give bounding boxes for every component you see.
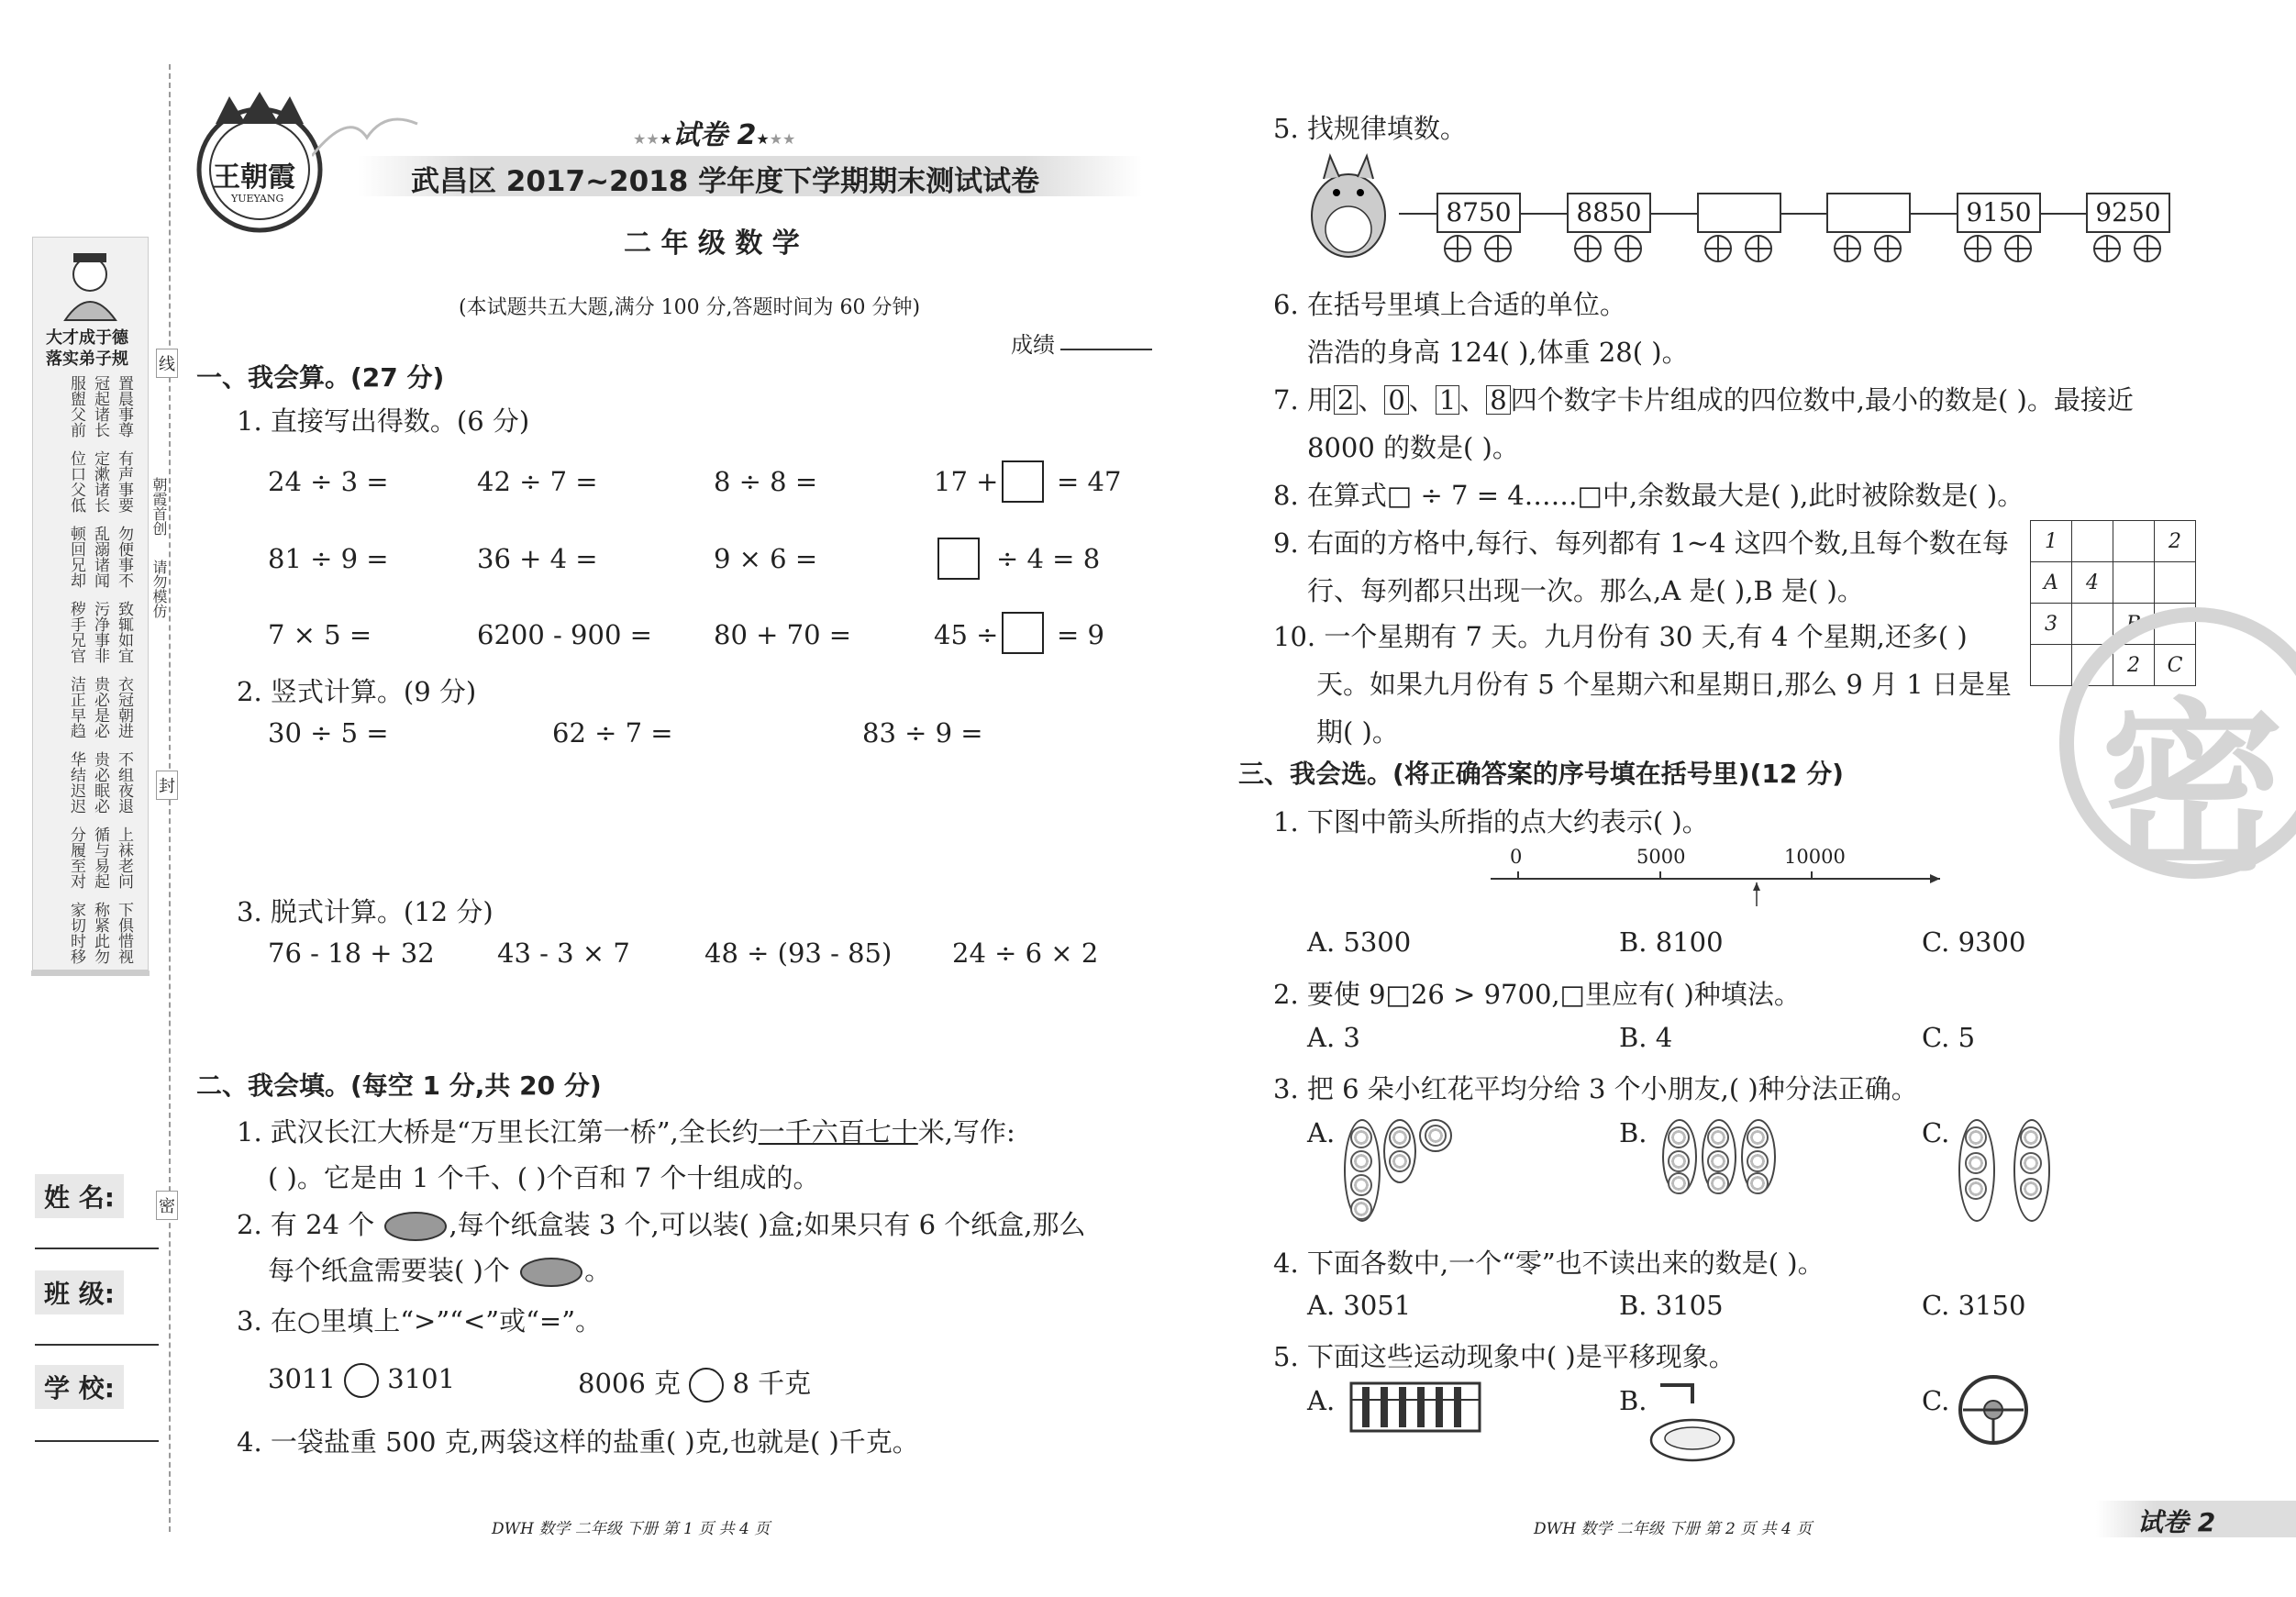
s2-q7-text: 7. 用 xyxy=(1273,384,1334,416)
label-feng: 封 xyxy=(156,771,178,800)
sidebar-divider xyxy=(31,970,150,976)
grid-cell: 3 xyxy=(2031,604,2072,645)
calc-item: 81 ÷ 9 = xyxy=(268,543,389,574)
motto-column: 乱溺诸闻 xyxy=(91,526,109,588)
s2-q2-text2: ,每个纸盒装 3 个,可以装( )盒;如果只有 6 个纸盒,那么 xyxy=(449,1209,1086,1240)
tick-label: 0 xyxy=(1510,846,1523,868)
answer-box[interactable] xyxy=(937,538,980,580)
watermark-char: 密 xyxy=(2101,681,2285,896)
s2-q4: 4. 一袋盐重 500 克,两袋这样的盐重( )克,也就是( )千克。 xyxy=(237,1426,919,1458)
s2-q3-compare1 xyxy=(268,1363,455,1398)
s1-q3-title: 3. 脱式计算。(12 分) xyxy=(237,896,494,927)
compare-left: 3011 xyxy=(268,1363,336,1394)
section1-title: 一、我会算。(27 分) xyxy=(196,362,445,393)
calc-item: 80 + 70 = xyxy=(714,619,852,650)
s2-q3: 3. 在○里填上“>”“<”或“=”。 xyxy=(237,1305,603,1336)
wheel-icon xyxy=(1574,235,1602,262)
motto-column: 贵必是必 xyxy=(91,676,109,738)
s2-q1-line2: ( )。它是由 1 个千、( )个百和 7 个十组成的。 xyxy=(268,1162,820,1193)
grid-cell: A xyxy=(2031,562,2072,604)
flower-icon xyxy=(1350,1198,1372,1220)
class-label: 班 级: xyxy=(35,1270,124,1314)
s2-q2-text: 2. 有 24 个 xyxy=(237,1209,375,1240)
option[interactable]: C. 3150 xyxy=(1922,1290,2026,1321)
flower-icon xyxy=(1747,1172,1769,1194)
s2-q6: 6. 在括号里填上合适的单位。 xyxy=(1273,289,1626,320)
name-label: 姓 名: xyxy=(35,1174,124,1218)
s2-q2-text3: 每个纸盒需要装( )个 xyxy=(268,1255,510,1286)
calc-item: 42 ÷ 7 = xyxy=(477,466,598,497)
flower-icon xyxy=(1350,1174,1372,1196)
compare-left: 8006 克 xyxy=(578,1368,682,1399)
answer-box[interactable] xyxy=(1002,460,1044,503)
option[interactable]: C. xyxy=(1922,1117,1950,1148)
s2-q9-line2: 行、每列都只出现一次。那么,A 是( ),B 是( )。 xyxy=(1307,575,1864,606)
s2-q6-line2: 浩浩的身高 124( ),体重 28( )。 xyxy=(1307,337,1689,368)
step-calc: 24 ÷ 6 × 2 xyxy=(952,937,1099,969)
wheel-icon xyxy=(2093,235,2121,262)
s2-q2-line2 xyxy=(268,1250,611,1289)
s3-q5: 5. 下面这些运动现象中( )是平移现象。 xyxy=(1273,1341,1736,1372)
score-label: 成绩 xyxy=(1011,332,1055,358)
s1-q1-title: 1. 直接写出得数。(6 分) xyxy=(237,405,530,437)
s2-q3-compare2 xyxy=(578,1363,811,1403)
flower-icon xyxy=(1707,1126,1729,1148)
s2-q5: 5. 找规律填数。 xyxy=(1273,113,1467,144)
flower-icon xyxy=(1965,1152,1987,1174)
vertical-calc: 83 ÷ 9 = xyxy=(862,717,983,749)
train-car[interactable] xyxy=(1826,193,1911,233)
sidebar-panel xyxy=(32,237,149,970)
school-field[interactable] xyxy=(35,1440,159,1442)
motto-column: 循与易起 xyxy=(91,826,109,889)
logo-text: 王朝霞 xyxy=(213,161,295,194)
footer-left: DWH 数学 二年级 下册 第 1 页 共 4 页 xyxy=(492,1520,771,1538)
grid-cell: 2 xyxy=(2155,521,2196,562)
option[interactable]: A. 3 xyxy=(1307,1022,1360,1053)
steering-wheel-icon xyxy=(1952,1369,2044,1451)
option[interactable]: A. 3051 xyxy=(1307,1290,1412,1321)
option[interactable]: B. xyxy=(1619,1385,1647,1416)
flower-icon xyxy=(1707,1150,1729,1172)
compare-right: 8 千克 xyxy=(732,1368,812,1399)
sidebar-slogan-2: 落实弟子规 xyxy=(46,349,128,369)
s3-q1: 1. 下图中箭头所指的点大约表示( )。 xyxy=(1273,806,1709,837)
number-line xyxy=(1486,853,1963,908)
vertical-calc: 30 ÷ 5 = xyxy=(268,717,389,749)
compare-circle[interactable] xyxy=(689,1368,724,1403)
flower-icon xyxy=(1668,1172,1690,1194)
footer-tag: 试卷 2 xyxy=(2137,1507,2216,1537)
s3-q3: 3. 把 6 朵小红花平均分给 3 个小朋友,( )种分法正确。 xyxy=(1273,1073,1918,1104)
motto-column: 置晨事尊 xyxy=(115,375,133,438)
star-icon: ★★ xyxy=(633,130,660,148)
motto-column: 家切时移 xyxy=(67,902,85,964)
s2-q1-text: 1. 武汉长江大桥是“万里长江第一桥”,全长约 xyxy=(237,1116,759,1148)
s2-q7: 7. 用 2 、 0 、 1 、 8 四个数字卡片组成的四位数中,最小的数是( )。最接近 xyxy=(1273,384,2134,416)
train-link xyxy=(1521,213,1567,215)
motto-column: 位口父低 xyxy=(67,450,85,513)
faucet-sink-icon xyxy=(1642,1376,1743,1468)
digit-card: 1 xyxy=(1436,385,1459,415)
option[interactable]: C. 5 xyxy=(1922,1022,1976,1053)
motto-column: 致辄如宜 xyxy=(115,601,133,663)
calc-item: 24 ÷ 3 = xyxy=(268,466,389,497)
motto-column: 下俱惜视 xyxy=(115,902,133,964)
flower-icon xyxy=(1965,1126,1987,1148)
answer-box[interactable] xyxy=(1002,612,1044,654)
train-car[interactable] xyxy=(1697,193,1781,233)
grid-cell: B xyxy=(2113,604,2155,645)
s3-q2: 2. 要使 9□26 > 9700,□里应有( )种填法。 xyxy=(1273,979,1801,1010)
motto-column: 不组夜退 xyxy=(115,751,133,814)
vertical-calc: 62 ÷ 7 = xyxy=(552,717,673,749)
school-label: 学 校: xyxy=(35,1365,124,1409)
option[interactable]: A. xyxy=(1307,1117,1336,1148)
s2-q2 xyxy=(237,1204,1086,1243)
motto-column: 冠起诸长 xyxy=(91,375,109,438)
motto-column: 定漱诸长 xyxy=(91,450,109,513)
train-link xyxy=(1651,213,1697,215)
motto-column: 有声事要 xyxy=(115,450,133,513)
motto-column: 分履至对 xyxy=(67,826,85,889)
calc-item: 6200 - 900 = xyxy=(477,619,652,650)
grid-cell: C xyxy=(2155,645,2196,686)
wheel-icon xyxy=(1874,235,1902,262)
s2-q8: 8. 在算式□ ÷ 7 = 4……□中,余数最大是( ),此时被除数是( )。 xyxy=(1273,480,2024,511)
s2-q9: 9. 右面的方格中,每行、每列都有 1~4 这四个数,且每个数在每 xyxy=(1273,527,2009,559)
scholar-figure xyxy=(33,242,148,325)
s2-q1-underlined: 一千六百七十 xyxy=(758,1116,918,1148)
calc-item: 45 ÷ xyxy=(934,619,999,650)
calc-item: 36 + 4 = xyxy=(477,543,598,574)
calc-item: 7 × 5 = xyxy=(268,619,372,650)
grid-cell: 1 xyxy=(2031,521,2072,562)
paper-badge-text: 试卷 2 xyxy=(672,119,757,151)
score-field[interactable] xyxy=(1060,349,1152,350)
flower-icon xyxy=(1707,1172,1729,1194)
flower-icon xyxy=(1425,1125,1447,1147)
section2-title: 二、我会填。(每空 1 分,共 20 分) xyxy=(196,1070,602,1101)
motto-column: 华结迟迟 xyxy=(67,751,85,814)
wheel-icon xyxy=(1834,235,1861,262)
tick-label: 5000 xyxy=(1636,846,1686,868)
motto-column: 洁正早趋 xyxy=(67,676,85,738)
s2-q1 xyxy=(237,1112,1015,1149)
compare-circle[interactable] xyxy=(344,1363,379,1398)
logo-subtext: YUEYANG xyxy=(231,193,284,205)
motto-column: 顿回兄却 xyxy=(67,526,85,588)
flower-icon xyxy=(1389,1150,1411,1172)
wheel-icon xyxy=(1964,235,1991,262)
motto-column: 贵必眠必 xyxy=(91,751,109,814)
s2-q2-text4: 。 xyxy=(584,1255,612,1286)
wheel-icon xyxy=(1745,235,1772,262)
wheel-icon xyxy=(2134,235,2161,262)
train-car: 8850 xyxy=(1567,193,1651,233)
name-field[interactable] xyxy=(35,1248,159,1249)
label-no-copy: 请勿模仿 xyxy=(150,560,168,618)
calc-item: 17 + xyxy=(934,466,999,497)
s2-q7-text2: 四个数字卡片组成的四位数中,最小的数是( )。最接近 xyxy=(1510,384,2134,416)
compare-right: 3101 xyxy=(387,1363,456,1394)
s2-q10: 10. 一个星期有 7 天。九月份有 30 天,有 4 个星期,还多( ) xyxy=(1273,621,1968,652)
wheel-icon xyxy=(1484,235,1512,262)
motto-column: 秽手兄官 xyxy=(67,601,85,663)
option[interactable]: B. xyxy=(1619,1117,1647,1148)
motto-column: 上袜老问 xyxy=(115,826,133,889)
step-calc: 76 - 18 + 32 xyxy=(268,937,435,969)
grid-cell xyxy=(2072,521,2113,562)
option[interactable]: C. 9300 xyxy=(1922,926,2026,958)
train-link xyxy=(1911,213,1957,215)
exam-note: (本试题共五大题,满分 100 分,答题时间为 60 分钟) xyxy=(459,296,921,319)
mango-icon xyxy=(518,1256,584,1289)
exam-title: 武昌区 2017~2018 学年度下学期期末测试试卷 xyxy=(411,165,1040,198)
calc-item: 9 × 6 = xyxy=(714,543,818,574)
calc-item: = 47 xyxy=(1057,466,1122,497)
motto-column: 衣冠朝进 xyxy=(115,676,133,738)
exam-subject: 二 年 级 数 学 xyxy=(624,227,800,260)
s2-q7-line2: 8000 的数是( )。 xyxy=(1307,432,1519,463)
label-original: 朝霞首创 xyxy=(150,477,168,536)
abacus-icon xyxy=(1344,1376,1491,1442)
calc-item: ÷ 4 = 8 xyxy=(996,543,1101,574)
option[interactable]: C. xyxy=(1922,1385,1950,1416)
option[interactable]: A. xyxy=(1307,1385,1336,1416)
flower-icon xyxy=(1668,1150,1690,1172)
step-calc: 48 ÷ (93 - 85) xyxy=(704,937,893,969)
calc-item: 8 ÷ 8 = xyxy=(714,466,818,497)
flower-icon xyxy=(1965,1178,1987,1200)
s2-q10-line3: 期( )。 xyxy=(1316,716,1399,748)
paper-badge: ★★★试卷 2★★★ xyxy=(633,119,796,151)
label-xian: 线 xyxy=(156,349,178,378)
flower-icon xyxy=(1747,1126,1769,1148)
section3-title: 三、我会选。(将正确答案的序号填在括号里)(12 分) xyxy=(1238,759,1844,789)
label-mi: 密 xyxy=(156,1191,178,1220)
train-link xyxy=(1399,213,1437,215)
s2-q10-line2: 天。如果九月份有 5 个星期六和星期日,那么 9 月 1 日是星 xyxy=(1316,669,2012,700)
mango-icon xyxy=(383,1210,449,1243)
s2-q1-text2: 米,写作: xyxy=(917,1116,1015,1148)
grid-cell: 2 xyxy=(2113,645,2155,686)
digit-card: 2 xyxy=(1334,385,1358,415)
flower-icon xyxy=(2020,1126,2042,1148)
grid-cell xyxy=(2113,521,2155,562)
calc-item: = 9 xyxy=(1057,619,1104,650)
option[interactable]: B. 3105 xyxy=(1619,1290,1724,1321)
motto-column: 勿便事不 xyxy=(115,526,133,588)
option[interactable]: B. 8100 xyxy=(1619,926,1724,958)
train-car: 9150 xyxy=(1957,193,2041,233)
step-calc: 43 - 3 × 7 xyxy=(497,937,630,969)
flower-icon xyxy=(1350,1150,1372,1172)
s1-q2-title: 2. 竖式计算。(9 分) xyxy=(237,676,477,707)
flower-icon xyxy=(2020,1178,2042,1200)
grid-cell xyxy=(2113,562,2155,604)
motto-column: 服盥父前 xyxy=(67,375,85,438)
flower-icon xyxy=(1389,1126,1411,1148)
grid-cell: 4 xyxy=(2072,562,2113,604)
footer-right: DWH 数学 二年级 下册 第 2 页 共 4 页 xyxy=(1534,1520,1813,1538)
option[interactable]: B. 4 xyxy=(1619,1022,1673,1053)
wheel-icon xyxy=(2004,235,2032,262)
train-link xyxy=(1781,213,1827,215)
train-link xyxy=(2041,213,2087,215)
motto-column: 污净事非 xyxy=(91,601,109,663)
class-field[interactable] xyxy=(35,1344,159,1346)
flower-icon xyxy=(2020,1152,2042,1174)
train-car: 9250 xyxy=(2086,193,2170,233)
wheel-icon xyxy=(1444,235,1471,262)
digit-card: 8 xyxy=(1486,385,1510,415)
option[interactable]: A. 5300 xyxy=(1307,926,1412,958)
wheel-icon xyxy=(1704,235,1732,262)
flower-icon xyxy=(1350,1126,1372,1148)
digit-card: 0 xyxy=(1384,385,1408,415)
totoro-icon xyxy=(1298,151,1408,261)
sidebar-slogan-1: 大才成于德 xyxy=(46,328,128,348)
flower-icon xyxy=(1747,1150,1769,1172)
tick-label: 10000 xyxy=(1784,846,1846,868)
s3-q4: 4. 下面各数中,一个“零”也不读出来的数是( )。 xyxy=(1273,1248,1825,1279)
wheel-icon xyxy=(1614,235,1642,262)
motto-column: 称紧此勿 xyxy=(91,902,109,964)
train-car: 8750 xyxy=(1436,193,1521,233)
flower-icon xyxy=(1668,1126,1690,1148)
grid-cell xyxy=(2155,562,2196,604)
